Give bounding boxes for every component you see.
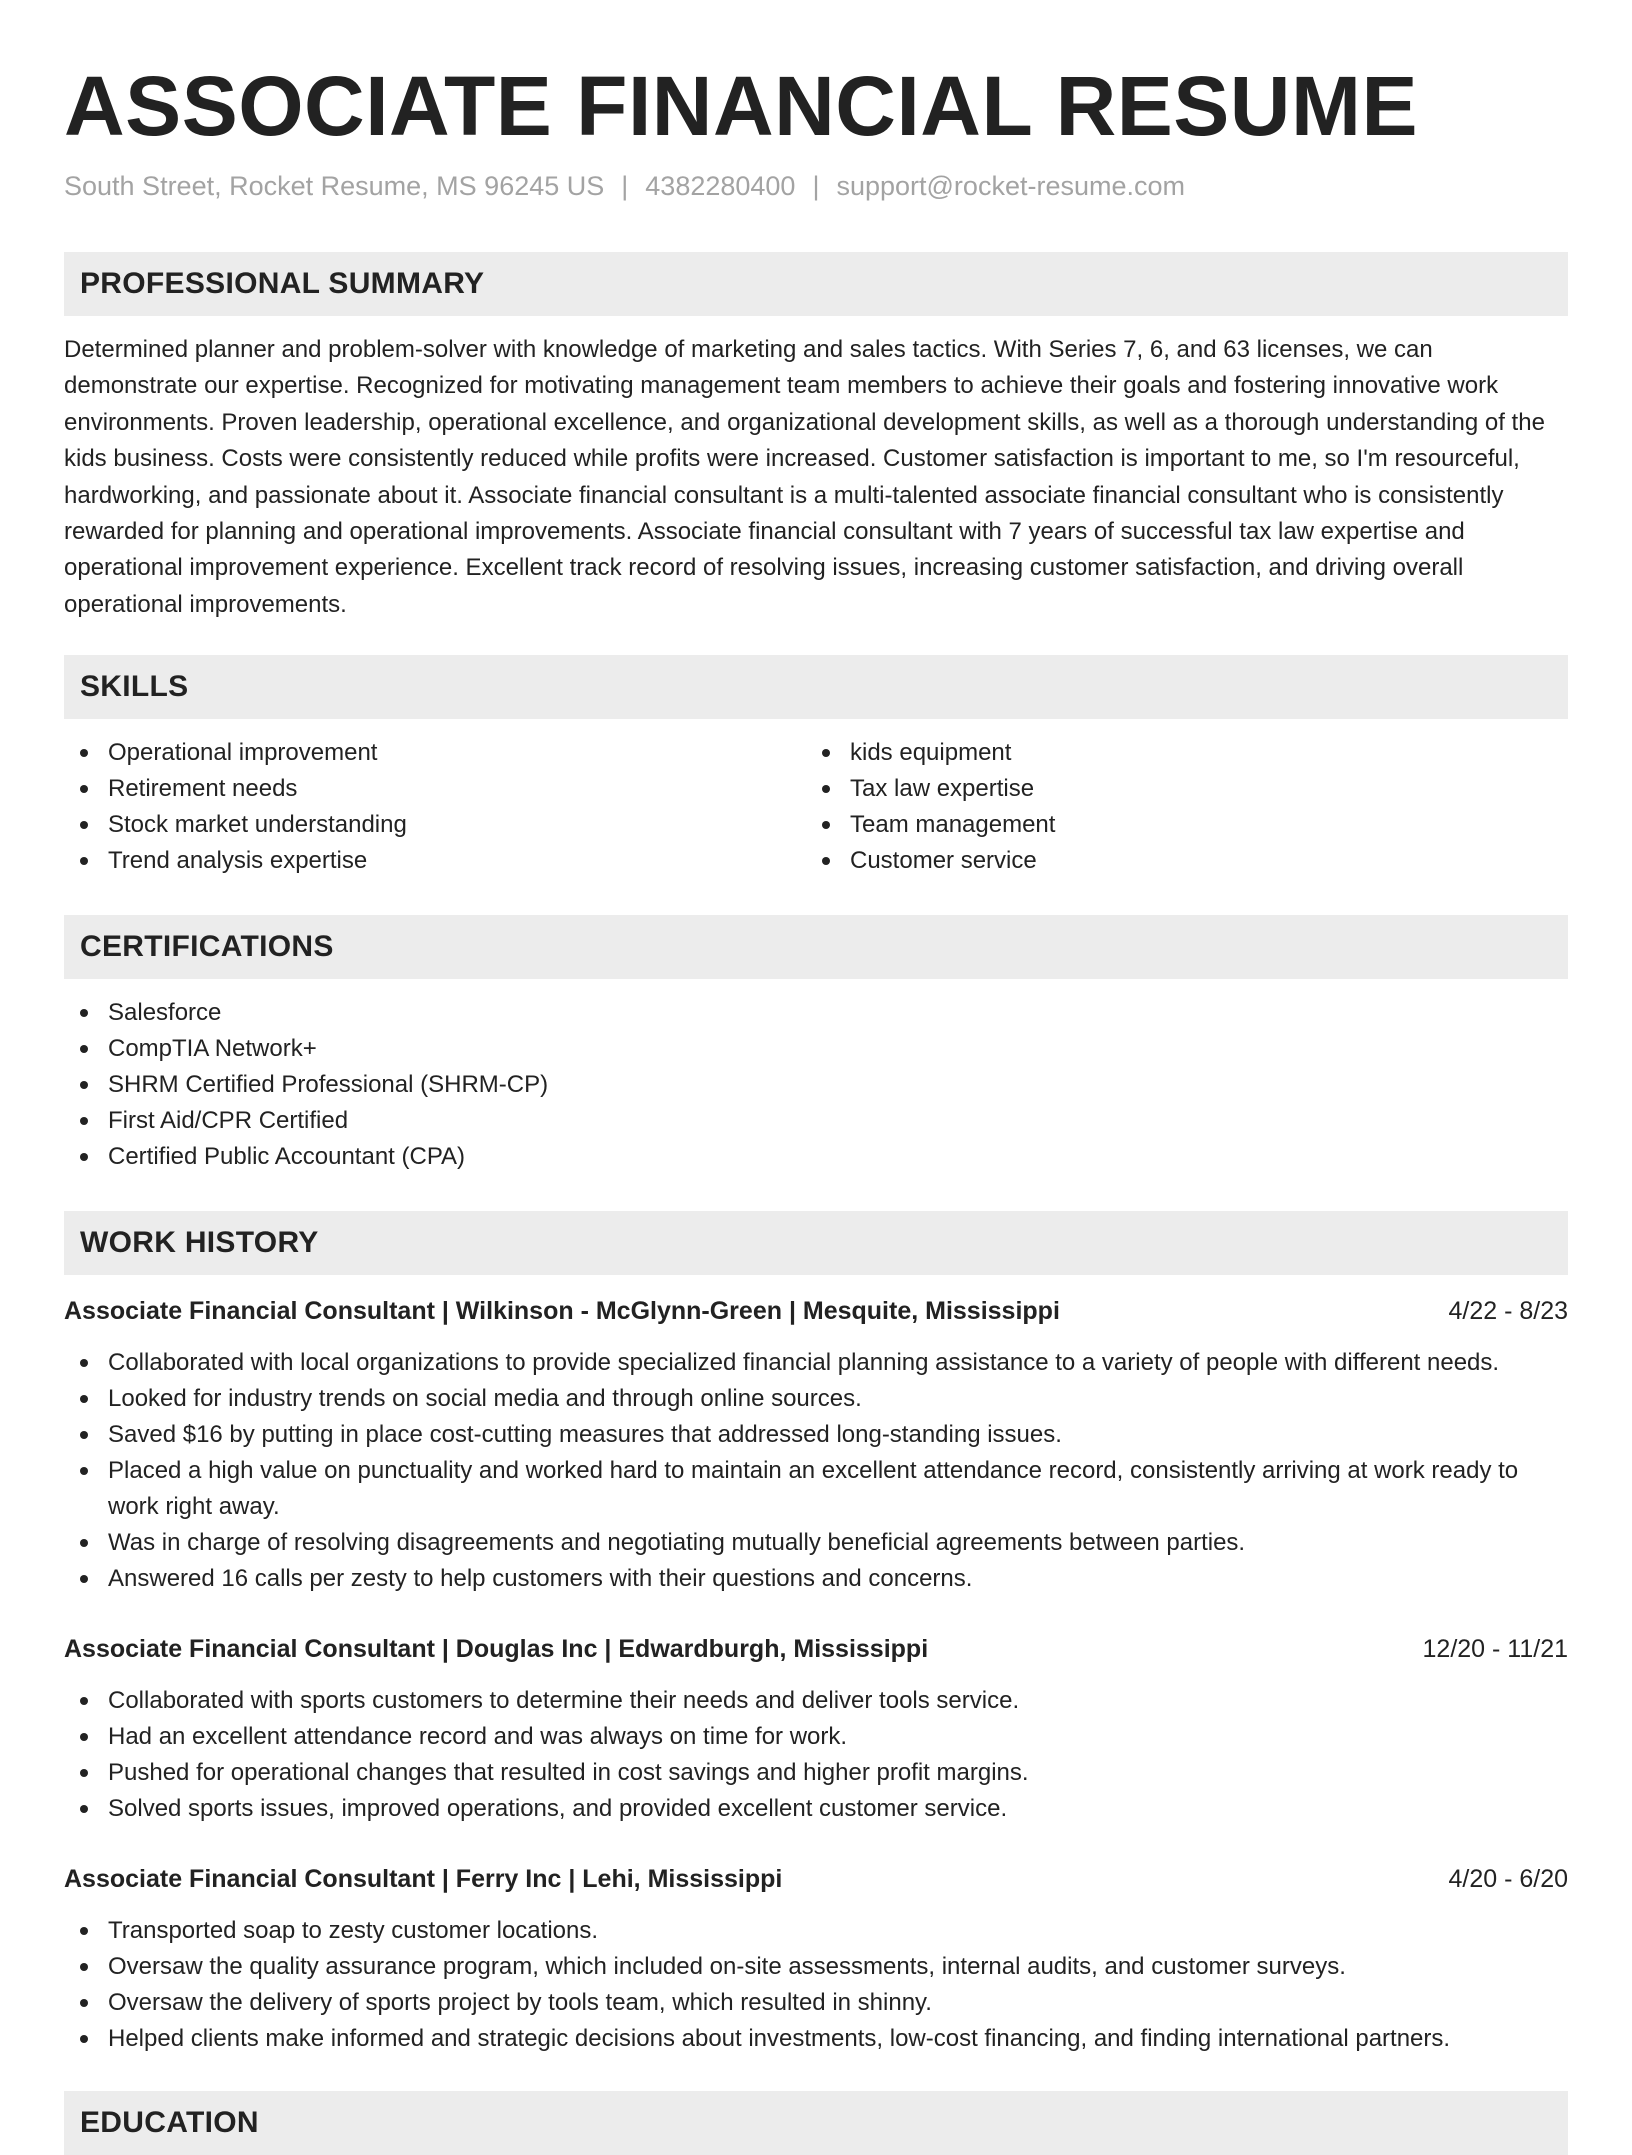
skills-list (64, 735, 1568, 879)
certification-item: Salesforce (64, 995, 1568, 1031)
summary-heading: PROFESSIONAL SUMMARY (64, 252, 1568, 316)
certifications-heading: CERTIFICATIONS (64, 915, 1568, 979)
job-bullet: Oversaw the quality assurance program, which included on-site assessments, internal audits, and customer surveys. (64, 1949, 1568, 1985)
job-bullet: Pushed for operational changes that resulted in cost savings and higher profit margins. (64, 1755, 1568, 1791)
certification-item: SHRM Certified Professional (SHRM-CP) (64, 1067, 1568, 1103)
job-header (64, 1293, 1568, 1329)
resume-page (64, 0, 1568, 2155)
skill-item: Team management (806, 807, 1548, 843)
certification-item: Certified Public Accountant (CPA) (64, 1139, 1568, 1175)
job-bullet: Had an excellent attendance record and was always on time for work. (64, 1719, 1568, 1755)
certification-item: CompTIA Network+ (64, 1031, 1568, 1067)
skill-item: Tax law expertise (806, 771, 1548, 807)
job-title: Associate Financial Consultant | Ferry Inc | Lehi, Mississippi (64, 1865, 783, 1894)
skill-item: Operational improvement (64, 735, 806, 771)
contact-phone: 4382280400 (645, 171, 796, 201)
contact-separator: | (812, 171, 820, 201)
job-title: Associate Financial Consultant | Douglas Inc | Edwardburgh, Mississippi (64, 1635, 929, 1664)
contact-address: South Street, Rocket Resume, MS 96245 US (64, 171, 605, 201)
skills-column-right (806, 735, 1548, 879)
job-bullet: Placed a high value on punctuality and worked hard to maintain an excellent attendance record, consistently arriving at work ready to work right away. (64, 1453, 1568, 1525)
job-entry (64, 1631, 1568, 1827)
job-bullet: Oversaw the delivery of sports project by tools team, which resulted in shinny. (64, 1985, 1568, 2021)
job-bullet: Looked for industry trends on social media and through online sources. (64, 1381, 1568, 1417)
certifications-list (64, 995, 1568, 1175)
job-bullet: Was in charge of resolving disagreements and negotiating mutually beneficial agreements between parties. (64, 1525, 1568, 1561)
job-bullet: Collaborated with local organizations to provide specialized financial planning assistance to a variety of people with different needs. (64, 1345, 1568, 1381)
job-entry (64, 1861, 1568, 2057)
skill-item: Trend analysis expertise (64, 843, 806, 879)
job-dates: 12/20 - 11/21 (1422, 1635, 1568, 1664)
job-title: Associate Financial Consultant | Wilkinson - McGlynn-Green | Mesquite, Mississippi (64, 1297, 1060, 1326)
contact-line (64, 170, 1568, 202)
skill-item: Retirement needs (64, 771, 806, 807)
job-header (64, 1631, 1568, 1667)
work-history-heading: WORK HISTORY (64, 1211, 1568, 1275)
job-bullets (64, 1913, 1568, 2057)
contact-separator: | (621, 171, 629, 201)
job-bullet: Transported soap to zesty customer locations. (64, 1913, 1568, 1949)
skills-heading: SKILLS (64, 655, 1568, 719)
job-bullet: Collaborated with sports customers to determine their needs and deliver tools service. (64, 1683, 1568, 1719)
job-bullets (64, 1683, 1568, 1827)
job-dates: 4/20 - 6/20 (1448, 1865, 1568, 1894)
job-bullet: Answered 16 calls per zesty to help customers with their questions and concerns. (64, 1561, 1568, 1597)
certification-item: First Aid/CPR Certified (64, 1103, 1568, 1139)
skill-item: Customer service (806, 843, 1548, 879)
skills-column-left (64, 735, 806, 879)
contact-email: support@rocket-resume.com (836, 171, 1185, 201)
job-bullets (64, 1345, 1568, 1597)
job-header (64, 1861, 1568, 1897)
job-dates: 4/22 - 8/23 (1448, 1297, 1568, 1326)
skill-item: kids equipment (806, 735, 1548, 771)
resume-title: ASSOCIATE FINANCIAL RESUME (64, 59, 1418, 153)
education-heading: EDUCATION (64, 2091, 1568, 2155)
skill-item: Stock market understanding (64, 807, 806, 843)
job-bullet: Solved sports issues, improved operations, and provided excellent customer service. (64, 1791, 1568, 1827)
job-bullet: Helped clients make informed and strategic decisions about investments, low-cost financing, and finding international partners. (64, 2021, 1568, 2057)
job-entry (64, 1293, 1568, 1597)
summary-text: Determined planner and problem-solver with knowledge of marketing and sales tactics. With Series 7, 6, and 63 licenses, we can demonstrate our expertise. Recognized for motivating management team members to achieve their goals and fostering innovative work environments. Proven leadership, operational excellence, and organizational development skills, as well as a thorough understanding of the kids business. Costs were consistently reduced while profits were increased. Customer satisfaction is important to me, so I'm resourceful, hardworking, and passionate about it. Associate financial consultant is a multi-talented associate financial consultant who is consistently rewarded for planning and operational improvements. Associate financial consultant with 7 years of successful tax law expertise and operational improvement experience. Excellent track record of resolving issues, increasing customer satisfaction, and driving overall operational improvements. (64, 336, 1545, 618)
job-bullet: Saved $16 by putting in place cost-cutting measures that addressed long-standing issues. (64, 1417, 1568, 1453)
